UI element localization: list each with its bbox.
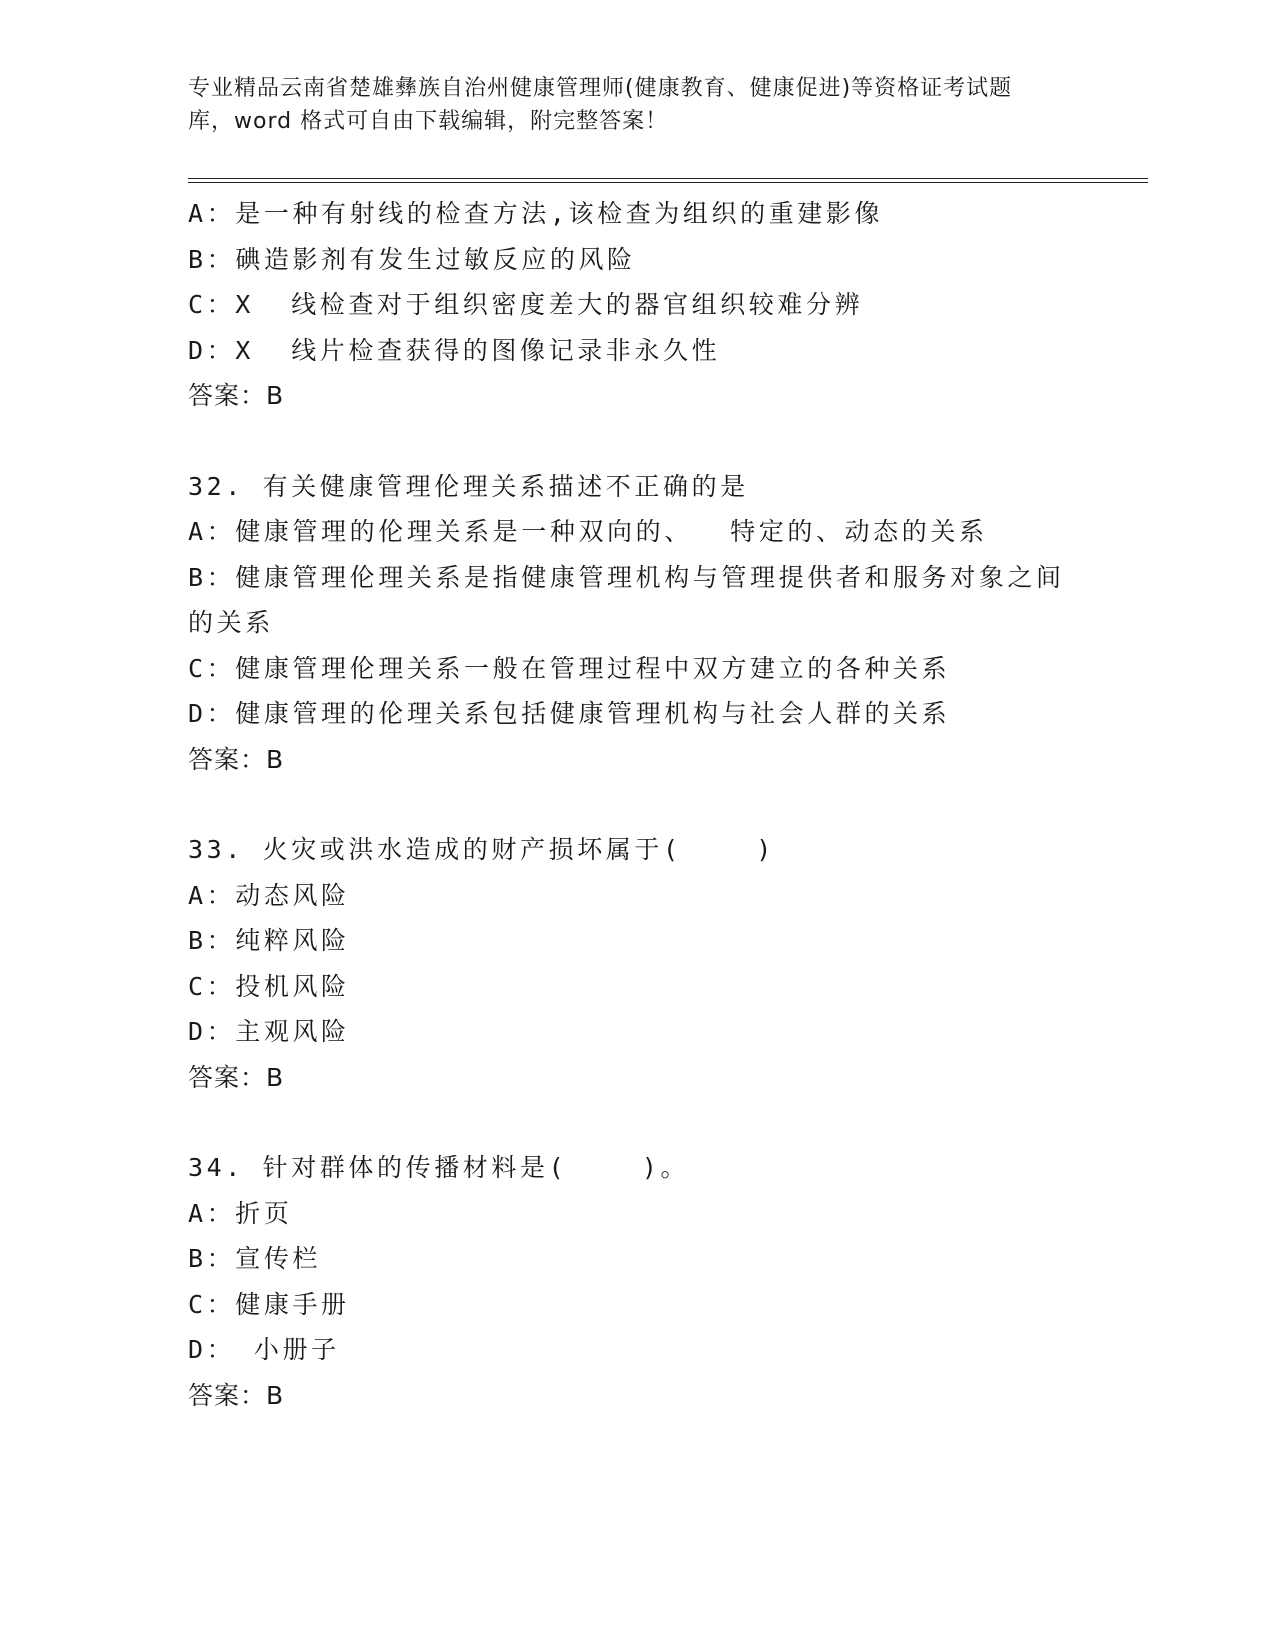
header-divider	[188, 178, 1148, 183]
question-34	[188, 1145, 1148, 1418]
header-line-2: 库，word 格式可自由下载编辑，附完整答案！	[188, 109, 669, 134]
option-d: D：X 线片检查获得的图像记录非永久性	[188, 335, 721, 365]
answer: 答案：B	[188, 744, 285, 774]
option-c: C：健康手册	[188, 1289, 350, 1319]
option-d: D：主观风险	[188, 1017, 350, 1046]
option-a: A：健康管理的伦理关系是一种双向的、 特定的、动态的关系	[188, 517, 988, 546]
answer: 答案：B	[188, 1380, 285, 1410]
option-d: D：健康管理的伦理关系包括健康管理机构与社会人群的关系	[188, 699, 951, 728]
option-b: B：宣传栏	[188, 1244, 322, 1273]
option-a: A：是一种有射线的检查方法,该检查为组织的重建影像	[188, 199, 884, 228]
question-stem: 33. 火灾或洪水造成的财产损坏属于( )	[188, 835, 775, 864]
option-c: C：投机风险	[188, 971, 350, 1001]
question-list	[188, 191, 1148, 1418]
option-c: C：X 线检查对于组织密度差大的器官组织较难分辨	[188, 290, 864, 319]
answer: 答案：B	[188, 381, 285, 410]
option-b: B：健康管理伦理关系是指健康管理机构与管理提供者和服务对象之间的关系	[188, 562, 1065, 637]
question-stem: 32. 有关健康管理伦理关系描述不正确的是	[188, 471, 749, 501]
option-b: B：纯粹风险	[188, 926, 350, 955]
document-page	[188, 72, 1148, 1418]
document-header	[188, 72, 1148, 138]
question-31-tail	[188, 191, 1148, 419]
option-a: A：折页	[188, 1198, 293, 1228]
question-stem: 34. 针对群体的传播材料是( )。	[188, 1153, 690, 1182]
header-line-1: 专业精品云南省楚雄彝族自治州健康管理师(健康教育、健康促进)等资格证考试题	[188, 76, 1013, 101]
option-c: C：健康管理伦理关系一般在管理过程中双方建立的各种关系	[188, 653, 951, 683]
answer: 答案：B	[188, 1062, 285, 1092]
option-a: A：动态风险	[188, 880, 350, 910]
question-32	[188, 464, 1148, 783]
question-33	[188, 827, 1148, 1100]
option-d: D： 小册子	[188, 1335, 340, 1364]
option-b: B：碘造影剂有发生过敏反应的风险	[188, 244, 636, 274]
